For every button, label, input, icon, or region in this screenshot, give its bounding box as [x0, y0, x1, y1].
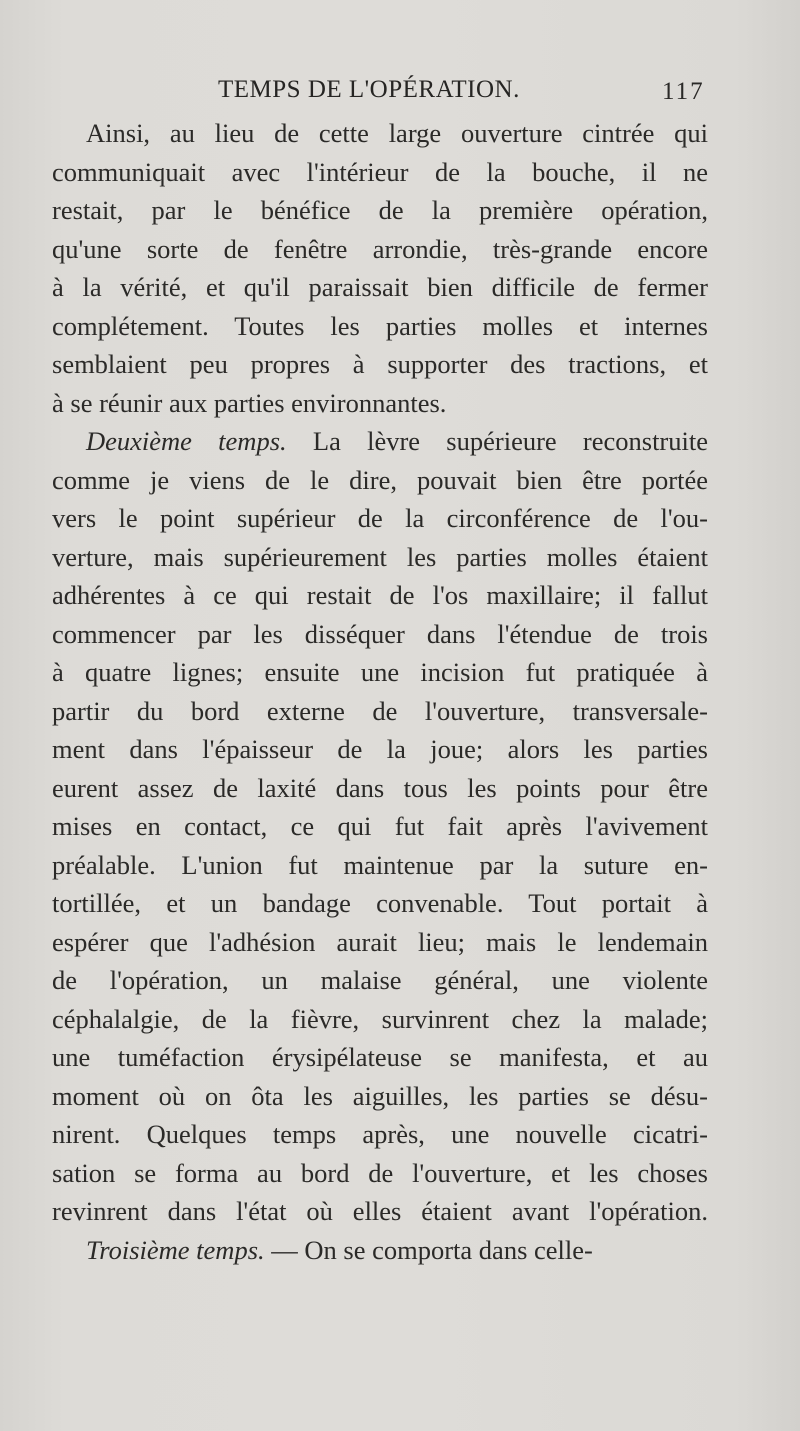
section-heading-troisieme-temps: Troisième temps.: [86, 1234, 265, 1265]
text-line: verture, mais supérieurement les parties molles étaient: [52, 541, 708, 572]
running-head: TEMPS DE L'OPÉRATION.: [218, 76, 520, 103]
text-line-continuation: La lèvre supérieure reconstruite: [286, 426, 708, 456]
text-line: à se réunir aux parties environnantes.: [52, 387, 447, 418]
text-line: mises en contact, ce qui fut fait après l'avivement: [52, 811, 708, 841]
text-line: tortillée, et un bandage convenable. Tout portait à: [52, 888, 708, 918]
text-line-continuation: — On se comporta dans celle-: [264, 1234, 593, 1265]
text-line: adhérentes à ce qui restait de l'os maxillaire; il fallut: [52, 580, 708, 610]
text-line: préalable. L'union fut maintenue par la suture en-: [52, 849, 708, 880]
text-line: espérer que l'adhésion aurait lieu; mais le lendemain: [52, 926, 708, 957]
page-number: 117: [662, 78, 705, 105]
text-line: [52, 422, 708, 461]
text-line: commencer par les disséquer dans l'étendue de trois: [52, 618, 708, 649]
section-heading-deuxieme-temps: Deuxième temps.: [86, 426, 287, 456]
page-header: [0, 76, 800, 116]
text-line: Ainsi, au lieu de cette large ouverture cintrée qui: [86, 118, 708, 148]
text-line: céphalalgie, de la fièvre, survinrent chez la malade;: [52, 1003, 708, 1034]
text-line: semblaient peu propres à supporter des tractions, et: [52, 349, 708, 379]
text-line: nirent. Quelques temps après, une nouvelle cicatri-: [52, 1119, 708, 1149]
text-line: [52, 1231, 708, 1270]
text-line: qu'une sorte de fenêtre arrondie, très-grande encore: [52, 233, 708, 264]
text-line: moment où on ôta les aiguilles, les parties se désu-: [52, 1080, 708, 1111]
body-text: [52, 114, 708, 1269]
text-line: sation se forma au bord de l'ouverture, et les choses: [52, 1157, 708, 1188]
text-line: de l'opération, un malaise général, une violente: [52, 965, 708, 995]
text-line: restait, par le bénéfice de la première opération,: [52, 195, 708, 225]
text-line: eurent assez de laxité dans tous les points pour être: [52, 772, 708, 803]
text-line: une tuméfaction érysipélateuse se manifesta, et au: [52, 1042, 708, 1072]
text-line: partir du bord externe de l'ouverture, transversale-: [52, 695, 708, 726]
text-line: à la vérité, et qu'il paraissait bien difficile de fermer: [52, 272, 708, 302]
text-line: à quatre lignes; ensuite une incision fut pratiquée à: [52, 657, 708, 687]
text-line: communiquait avec l'intérieur de la bouche, il ne: [52, 156, 708, 187]
text-line: complétement. Toutes les parties molles et internes: [52, 310, 708, 341]
text-line: vers le point supérieur de la circonférence de l'ou-: [52, 503, 708, 533]
text-line: comme je viens de le dire, pouvait bien être portée: [52, 464, 708, 495]
text-line: ment dans l'épaisseur de la joue; alors les parties: [52, 734, 708, 764]
text-line: revinrent dans l'état où elles étaient avant l'opération.: [52, 1196, 708, 1226]
